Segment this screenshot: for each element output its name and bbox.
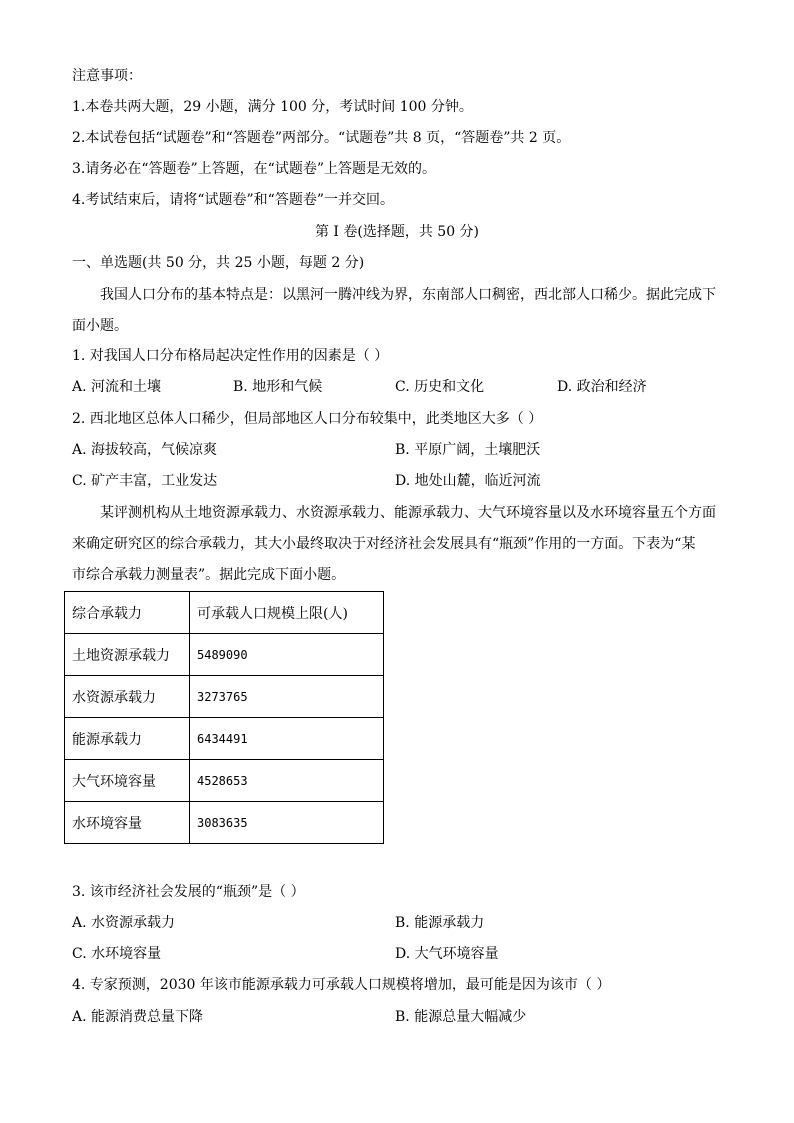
table-header-cell: 可承载人口规模上限(人) <box>190 592 384 634</box>
question-2-option-d: D. 地处山麓，临近河流 <box>395 473 541 489</box>
question-2-stem: 2. 西北地区总体人口稀少，但局部地区人口分布较集中，此类地区大多（ ） <box>72 411 543 427</box>
table-row <box>65 634 384 676</box>
question-4-option-a: A. 能源消费总量下降 <box>72 1009 204 1025</box>
question-3-option-b: B. 能源承载力 <box>395 915 485 931</box>
table-cell-item: 土地资源承载力 <box>65 634 190 676</box>
question-3-option-a: A. 水资源承载力 <box>72 915 176 931</box>
table-header-row <box>65 592 384 634</box>
question-4-stem: 4. 专家预测，2030 年该市能源承载力可承载人口规模将增加，最可能是因为该市（ ） <box>72 977 611 993</box>
table-cell-value: 3273765 <box>190 676 384 718</box>
question-3-option-c: C. 水环境容量 <box>72 946 162 962</box>
table-cell-value: 5489090 <box>190 634 384 676</box>
capacity-table <box>64 591 384 844</box>
table-cell-item: 水资源承载力 <box>65 676 190 718</box>
table-cell-item: 能源承载力 <box>65 718 190 760</box>
notice-item-2: 2.本试卷包括“试题卷”和“答题卷”两部分。“试题卷”共 8 页，“答题卷”共 2 页。 <box>72 130 571 146</box>
passage-2-line-3: 市综合承载力测量表”。据此完成下面小题。 <box>72 567 346 583</box>
table-header-cell: 综合承载力 <box>65 592 190 634</box>
question-2-option-a: A. 海拔较高，气候凉爽 <box>72 442 218 458</box>
table-row <box>65 760 384 802</box>
question-3-stem: 3. 该市经济社会发展的“瓶颈”是（ ） <box>72 884 305 900</box>
table-row <box>65 802 384 844</box>
table-cell-value: 6434491 <box>190 718 384 760</box>
part-heading: 一、单选题(共 50 分，共 25 小题，每题 2 分) <box>72 255 365 271</box>
passage-2-line-2: 来确定研究区的综合承载力，其大小最终取决于对经济社会发展具有“瓶颈”作用的一方面。下表为“某 <box>72 536 696 552</box>
section-title: 第 I 卷(选择题，共 50 分) <box>314 224 480 240</box>
notice-item-3: 3.请务必在“答题卷”上答题，在“试题卷”上答题是无效的。 <box>72 161 436 177</box>
question-1-stem: 1. 对我国人口分布格局起决定性作用的因素是（ ） <box>72 348 389 364</box>
table-cell-value: 3083635 <box>190 802 384 844</box>
table-cell-item: 水环境容量 <box>65 802 190 844</box>
passage-1-line-1: 我国人口分布的基本特点是：以黑河一腾冲线为界，东南部人口稠密，西北部人口稀少。据此完成下 <box>100 287 716 303</box>
question-2-option-c: C. 矿产丰富，工业发达 <box>72 473 218 489</box>
question-1-option-b: B. 地形和气候 <box>233 379 323 395</box>
notice-title: 注意事项： <box>72 68 142 84</box>
question-3-option-d: D. 大气环境容量 <box>395 946 499 962</box>
question-4-option-b: B. 能源总量大幅减少 <box>395 1009 527 1025</box>
table-row <box>65 676 384 718</box>
table-cell-item: 大气环境容量 <box>65 760 190 802</box>
question-2-option-b: B. 平原广阔，土壤肥沃 <box>395 442 541 458</box>
table-cell-value: 4528653 <box>190 760 384 802</box>
question-1-option-a: A. 河流和土壤 <box>72 379 162 395</box>
notice-item-1: 1.本卷共两大题，29 小题，满分 100 分，考试时间 100 分钟。 <box>72 99 473 115</box>
passage-2-line-1: 某评测机构从土地资源承载力、水资源承载力、能源承载力、大气环境容量以及水环境容量五个方面 <box>100 505 716 521</box>
table-row <box>65 718 384 760</box>
question-1-option-d: D. 政治和经济 <box>557 379 647 395</box>
notice-item-4: 4.考试结束后，请将“试题卷”和“答题卷”一并交回。 <box>72 192 394 208</box>
passage-1-line-2: 面小题。 <box>72 318 128 334</box>
question-1-option-c: C. 历史和文化 <box>395 379 485 395</box>
